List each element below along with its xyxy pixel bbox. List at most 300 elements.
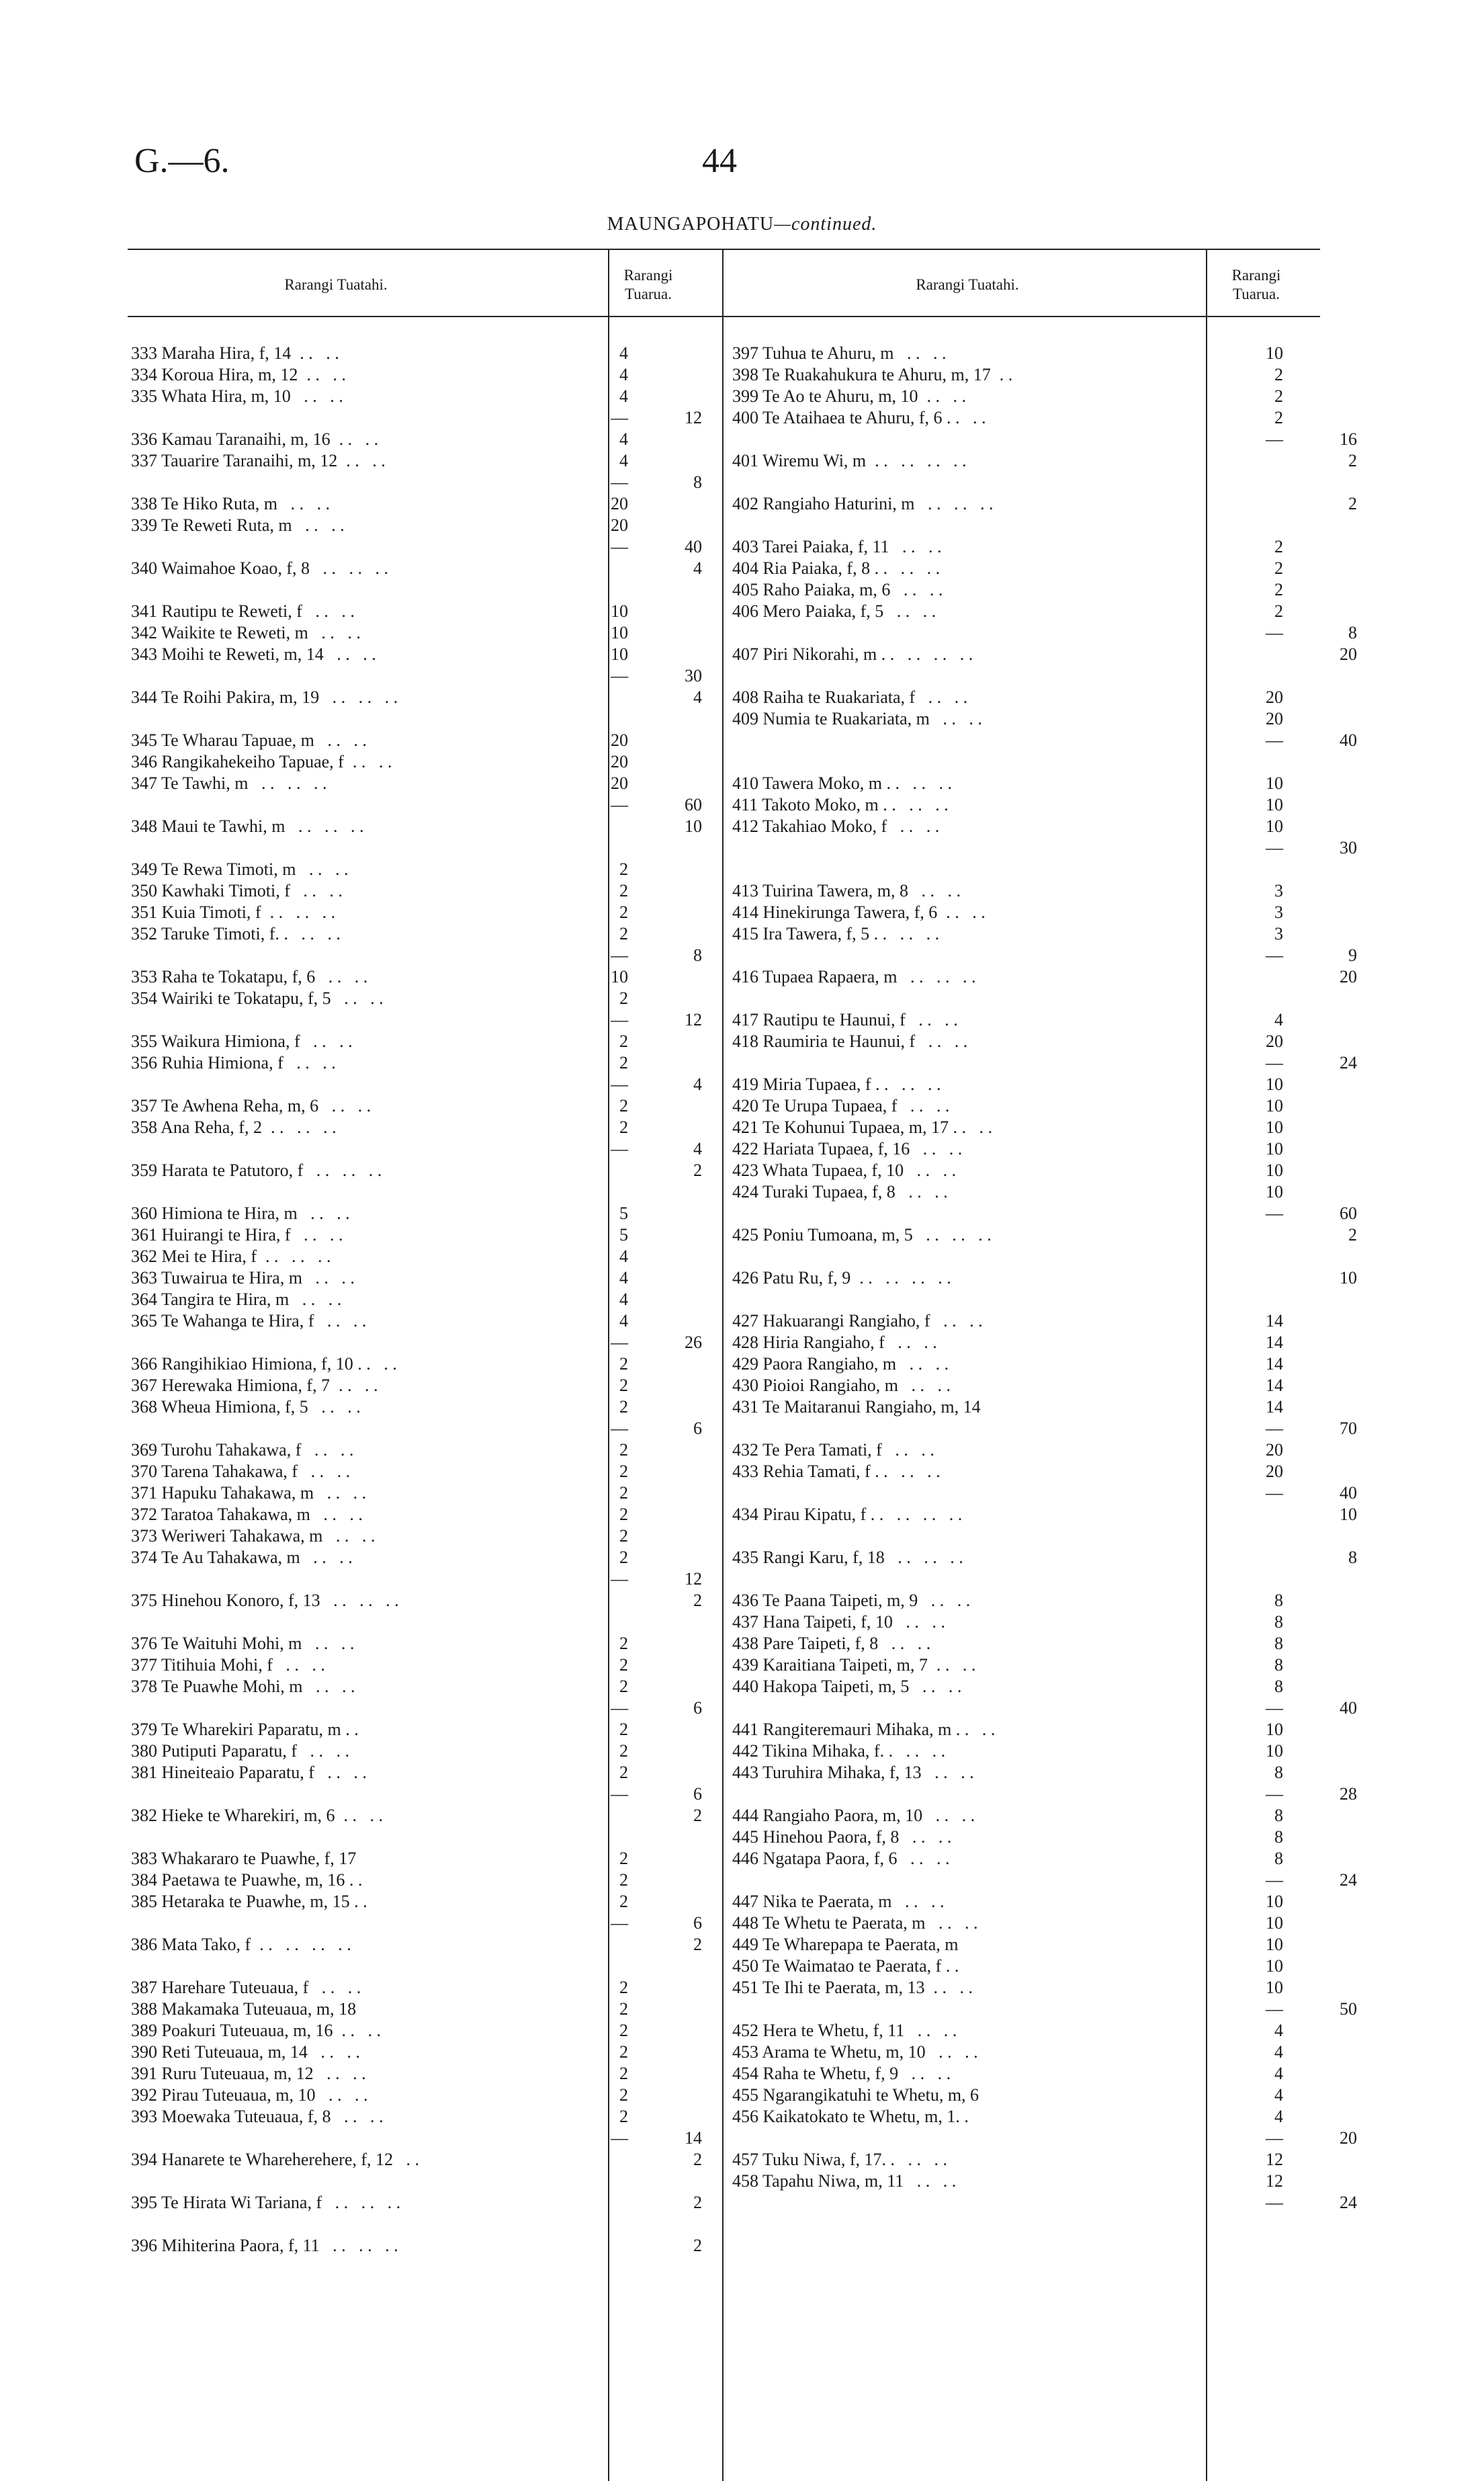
right-entry-name: 399 Te Ao te Ahuru, m, 10 . . . . <box>732 386 966 406</box>
left-entry-subtotal <box>628 1633 702 1654</box>
left-entry-subtotal <box>628 1203 702 1224</box>
left-entry-subtotal: 2 <box>693 2193 702 2212</box>
right-entry-row <box>732 1418 1357 1439</box>
right-entry-subtotal: 40 <box>1340 1698 1357 1718</box>
left-entry-value: — <box>611 1569 628 1589</box>
left-entry-row <box>131 1074 702 1095</box>
left-entry-row <box>131 1117 702 1138</box>
left-entry-subtotal <box>628 622 702 644</box>
right-entry-name <box>732 1697 1243 1719</box>
right-entry-value: 10 <box>1266 1720 1283 1739</box>
right-entry-value: 20 <box>1266 1462 1283 1481</box>
right-entry-row <box>732 2042 1357 2063</box>
left-entry-value: 4 <box>619 1247 628 1266</box>
right-entry-subtotal: 50 <box>1340 1999 1357 2019</box>
left-entry-value <box>588 558 628 579</box>
left-entry-row <box>131 493 702 515</box>
left-entry-row <box>131 1138 702 1160</box>
right-entry-value: — <box>1266 2128 1283 2148</box>
right-entry-name: 421 Te Kohunui Tupaea, m, 17 . . . . <box>732 1118 992 1137</box>
right-entry-name <box>732 945 1243 966</box>
left-entry-value <box>588 687 628 708</box>
left-entry-subtotal: 26 <box>685 1333 702 1352</box>
right-entry-row <box>732 2192 1357 2214</box>
left-entry-value: 2 <box>619 859 628 879</box>
left-entry-name: 371 Hapuku Tahakawa, m . . . . <box>131 1483 367 1503</box>
right-entry-name: 401 Wiremu Wi, m . . . . . . . . <box>732 451 967 470</box>
left-entry-row <box>131 429 702 450</box>
right-entry-row <box>732 1762 1357 1783</box>
left-entry-name: 383 Whakararo te Puawhe, f, 17 <box>131 1849 357 1868</box>
left-entry-row <box>131 1052 702 1074</box>
right-entry-subtotal: 28 <box>1340 1784 1357 1804</box>
right-entry-name: 431 Te Maitaranui Rangiaho, m, 14 <box>732 1397 981 1417</box>
left-entry-value: 4 <box>619 429 628 449</box>
left-entry-name: 353 Raha te Tokatapu, f, 6 . . . . <box>131 967 368 986</box>
right-entry-row <box>732 1848 1357 1869</box>
right-entry-name: 439 Karaitiana Taipeti, m, 7 . . . . <box>732 1655 976 1675</box>
left-entry-subtotal <box>628 1095 702 1117</box>
right-entry-row <box>732 1375 1357 1396</box>
section-title-main: MAUNGAPOHATU <box>607 214 775 235</box>
left-entry-value: 2 <box>619 2107 628 2126</box>
left-entry-name: 382 Hieke te Wharekiri, m, 6 . . . . <box>131 1806 383 1825</box>
left-entry-row <box>131 2020 702 2042</box>
right-entry-value <box>1243 859 1283 880</box>
right-entry-value <box>1243 988 1283 1009</box>
left-entry-row <box>131 665 702 687</box>
right-entry-name <box>732 1482 1243 1504</box>
right-entry-name: 413 Tuirina Tawera, m, 8 . . . . <box>732 881 961 900</box>
left-entry-row <box>131 2214 702 2235</box>
left-entry-subtotal <box>628 364 702 386</box>
left-entry-name: 361 Huirangi te Hira, f . . . . <box>131 1225 343 1245</box>
right-entry-subtotal <box>1283 1461 1357 1482</box>
left-entry-subtotal <box>628 1826 702 1848</box>
left-entry-row <box>131 880 702 902</box>
left-entry-row <box>131 1160 702 1181</box>
left-entry-row <box>131 945 702 966</box>
left-entry-name: 365 Te Wahanga te Hira, f . . . . <box>131 1311 367 1331</box>
left-entry-row <box>131 407 702 429</box>
left-entry-name: 378 Te Puawhe Mohi, m . . . . <box>131 1677 355 1696</box>
left-entry-subtotal: 2 <box>693 1806 702 1825</box>
right-entry-subtotal: 10 <box>1340 1505 1357 1524</box>
right-entry-subtotal <box>1283 1332 1357 1353</box>
right-entry-name: 456 Kaikatokato te Whetu, m, 1. . <box>732 2107 969 2126</box>
left-entry-name: 347 Te Tawhi, m . . . . . . <box>131 773 327 793</box>
right-entry-row <box>732 1203 1357 1224</box>
left-entry-row <box>131 1590 702 1611</box>
left-entry-value: 2 <box>619 1763 628 1782</box>
right-entry-row <box>732 1783 1357 1805</box>
right-entry-value: 12 <box>1266 2171 1283 2191</box>
right-entry-name: 446 Ngatapa Paora, f, 6 . . . . <box>732 1849 950 1868</box>
left-entry-name: 360 Himiona te Hira, m . . . . <box>131 1204 350 1223</box>
left-entry-row <box>131 708 702 730</box>
left-entry-subtotal <box>628 2063 702 2085</box>
right-entry-value <box>1243 1267 1283 1289</box>
right-entry-subtotal: 20 <box>1340 2128 1357 2148</box>
left-entry-subtotal <box>628 601 702 622</box>
left-entry-subtotal <box>628 2020 702 2042</box>
left-entry-subtotal <box>628 708 702 730</box>
right-entry-subtotal <box>1283 923 1357 945</box>
left-entry-name: 391 Ruru Tuteuaua, m, 12 . . . . <box>131 2064 366 2083</box>
right-entry-name: 398 Te Ruakahukura te Ahuru, m, 17 . . <box>732 365 1013 384</box>
left-entry-name: 349 Te Rewa Timoti, m . . . . <box>131 859 349 879</box>
left-entry-value: 2 <box>619 1892 628 1911</box>
right-entry-subtotal <box>1283 515 1357 536</box>
left-entry-name <box>131 1138 588 1160</box>
right-entry-value: 10 <box>1266 1096 1283 1116</box>
right-entry-row <box>732 1160 1357 1181</box>
left-entry-subtotal: 2 <box>693 2236 702 2255</box>
right-entry-value <box>1243 472 1283 493</box>
right-entry-row <box>732 1633 1357 1654</box>
left-entry-row <box>131 902 702 923</box>
left-entry-value <box>588 1826 628 1848</box>
right-entry-value: 10 <box>1266 1956 1283 1976</box>
right-entry-value: 4 <box>1274 2107 1283 2126</box>
left-entry-row <box>131 1912 702 1934</box>
right-entry-name: 414 Hinekirunga Tawera, f, 6 . . . . <box>732 902 986 922</box>
right-entry-row <box>732 1547 1357 1568</box>
right-entry-row <box>732 687 1357 708</box>
right-entry-subtotal <box>1283 751 1357 773</box>
right-entry-subtotal <box>1283 665 1357 687</box>
right-entry-subtotal <box>1283 558 1357 579</box>
right-entry-value: — <box>1266 1698 1283 1718</box>
left-entry-subtotal: 2 <box>693 2150 702 2169</box>
left-entry-subtotal <box>628 1246 702 1267</box>
right-entry-row <box>732 751 1357 773</box>
left-entry-value: — <box>611 1698 628 1718</box>
left-entry-name: 359 Harata te Patutoro, f . . . . . . <box>131 1161 382 1180</box>
left-entry-value: 2 <box>619 1999 628 2019</box>
left-entry-subtotal <box>628 1181 702 1203</box>
left-entry-name: 357 Te Awhena Reha, m, 6 . . . . <box>131 1096 372 1116</box>
left-entry-value: — <box>611 472 628 492</box>
right-entry-subtotal: 20 <box>1340 967 1357 986</box>
left-entry-row <box>131 1289 702 1310</box>
left-entry-value: 5 <box>619 1225 628 1245</box>
left-entry-value <box>588 2214 628 2235</box>
left-entry-subtotal: 6 <box>693 1913 702 1933</box>
left-entry-value <box>588 579 628 601</box>
right-value-header-line1: Rarangi <box>1231 267 1281 284</box>
right-entry-name <box>732 2128 1243 2149</box>
left-entry-subtotal <box>628 2106 702 2128</box>
left-entry-row <box>131 1869 702 1891</box>
left-entry-row <box>131 859 702 880</box>
right-entry-value: 8 <box>1274 1591 1283 1610</box>
left-entry-subtotal <box>628 493 702 515</box>
right-entry-value: 14 <box>1266 1397 1283 1417</box>
right-entry-subtotal <box>1283 1009 1357 1031</box>
left-entry-name <box>131 1181 588 1203</box>
left-entry-name: 366 Rangihikiao Himiona, f, 10 . . . . <box>131 1354 397 1374</box>
left-entry-name <box>131 1332 588 1353</box>
left-entry-subtotal <box>628 1719 702 1740</box>
right-entry-row <box>732 923 1357 945</box>
right-entry-value: — <box>1266 1999 1283 2019</box>
left-entry-value: 20 <box>611 515 628 535</box>
right-entry-row <box>732 579 1357 601</box>
right-entry-value <box>1243 751 1283 773</box>
right-entry-row <box>732 1224 1357 1246</box>
left-entry-row <box>131 2235 702 2257</box>
right-entry-value: 10 <box>1266 1075 1283 1094</box>
right-entry-value: — <box>1266 1053 1283 1073</box>
left-entry-value: 2 <box>619 1354 628 1374</box>
left-entry-row <box>131 1654 702 1676</box>
left-entry-value: 4 <box>619 451 628 470</box>
right-entry-value: 2 <box>1274 408 1283 427</box>
left-entry-row <box>131 1805 702 1826</box>
left-entry-subtotal <box>628 2085 702 2106</box>
right-entry-row <box>732 1009 1357 1031</box>
right-entry-row <box>732 988 1357 1009</box>
right-entry-value: — <box>1266 2193 1283 2212</box>
right-entry-subtotal <box>1283 1719 1357 1740</box>
left-entry-subtotal <box>628 1482 702 1504</box>
left-entry-row <box>131 1848 702 1869</box>
left-entry-value <box>588 1611 628 1633</box>
left-entry-subtotal: 12 <box>685 408 702 427</box>
left-entry-subtotal: 40 <box>685 537 702 556</box>
right-entry-name: 437 Hana Taipeti, f, 10 . . . . <box>732 1612 945 1632</box>
right-entry-value: 2 <box>1274 537 1283 556</box>
right-entry-subtotal: 9 <box>1348 945 1357 965</box>
left-entry-subtotal <box>628 1224 702 1246</box>
right-entry-value <box>1243 1547 1283 1568</box>
left-entry-name: 375 Hinehou Konoro, f, 13 . . . . . . <box>131 1591 399 1610</box>
right-entry-row <box>732 1332 1357 1353</box>
left-entry-row <box>131 1203 702 1224</box>
left-entry-value: 5 <box>619 1204 628 1223</box>
left-entry-row <box>131 1181 702 1203</box>
right-entry-subtotal <box>1283 1676 1357 1697</box>
left-entry-name: 340 Waimahoe Koao, f, 8 . . . . . . <box>131 558 389 578</box>
right-entry-value: 10 <box>1266 1139 1283 1159</box>
left-entry-value: 2 <box>619 1505 628 1524</box>
section-title <box>0 214 1484 235</box>
left-entry-value: 2 <box>619 1462 628 1481</box>
right-entry-name: 449 Te Wharepapa te Paerata, m <box>732 1935 959 1954</box>
right-entry-name: 447 Nika te Paerata, m . . . . <box>732 1892 945 1911</box>
right-entry-name: 403 Tarei Paiaka, f, 11 . . . . <box>732 537 942 556</box>
left-entry-subtotal <box>628 1654 702 1676</box>
left-entry-subtotal: 2 <box>693 1161 702 1180</box>
right-entry-row <box>732 493 1357 515</box>
left-entry-row <box>131 988 702 1009</box>
section-title-suffix: —continued. <box>774 214 877 235</box>
left-entry-name: 351 Kuia Timoti, f . . . . . . <box>131 902 336 922</box>
right-entry-value <box>1243 1525 1283 1547</box>
left-entry-row <box>131 2149 702 2171</box>
right-entry-row <box>732 1117 1357 1138</box>
right-entry-row <box>732 1482 1357 1504</box>
left-entry-name <box>131 1418 588 1439</box>
right-entry-row <box>732 1504 1357 1525</box>
right-entry-value: 4 <box>1274 2085 1283 2105</box>
right-entry-value: 10 <box>1266 816 1283 836</box>
right-entry-row <box>732 1740 1357 1762</box>
left-entry-value: 2 <box>619 1655 628 1675</box>
right-entry-row <box>732 343 1357 364</box>
right-entry-name: 416 Tupaea Rapaera, m . . . . . . <box>732 967 976 986</box>
right-entry-value <box>1243 1224 1283 1246</box>
right-entry-value: 2 <box>1274 558 1283 578</box>
left-entry-name: 341 Rautipu te Reweti, f . . . . <box>131 601 355 621</box>
left-entry-subtotal: 6 <box>693 1419 702 1438</box>
right-entry-value: — <box>1266 945 1283 965</box>
right-entry-row <box>732 1826 1357 1848</box>
left-entry-name: 394 Hanarete te Whareherehere, f, 12 . . <box>131 2150 420 2169</box>
left-entry-row <box>131 1224 702 1246</box>
left-entry-value: 2 <box>619 1483 628 1503</box>
left-entry-name: 390 Reti Tuteuaua, m, 14 . . . . <box>131 2042 360 2062</box>
right-entry-value: 10 <box>1266 1118 1283 1137</box>
left-entry-name: 362 Mei te Hira, f . . . . . . <box>131 1247 331 1266</box>
left-entry-row <box>131 1375 702 1396</box>
right-entry-row <box>732 1289 1357 1310</box>
left-entry-name: 334 Koroua Hira, m, 12 . . . . <box>131 365 346 384</box>
left-entry-subtotal <box>628 902 702 923</box>
left-entry-subtotal <box>628 859 702 880</box>
right-entry-name: 404 Ria Paiaka, f, 8 . . . . . . <box>732 558 941 578</box>
left-entry-row <box>131 1418 702 1439</box>
left-entry-row <box>131 515 702 536</box>
right-entry-name: 410 Tawera Moko, m . . . . . . <box>732 773 952 793</box>
left-entry-row <box>131 450 702 472</box>
right-entry-name: 432 Te Pera Tamati, f . . . . <box>732 1440 934 1460</box>
right-entry-row <box>732 859 1357 880</box>
left-entry-value: 2 <box>619 1978 628 1997</box>
right-entry-row <box>732 601 1357 622</box>
left-entry-name: 348 Maui te Tawhi, m . . . . . . <box>131 816 364 836</box>
left-entry-name: 385 Hetaraka te Puawhe, m, 15 . . <box>131 1892 367 1911</box>
right-entry-subtotal <box>1283 1611 1357 1633</box>
left-entry-name <box>131 1956 588 1977</box>
right-entry-name <box>732 1869 1243 1891</box>
left-entry-subtotal <box>628 1547 702 1568</box>
right-entry-subtotal <box>1283 407 1357 429</box>
right-entry-subtotal: 40 <box>1340 1483 1357 1503</box>
right-entry-name: 419 Miria Tupaea, f . . . . . . <box>732 1075 941 1094</box>
right-entry-name: 418 Raumiria te Haunui, f . . . . <box>732 1032 968 1051</box>
right-entry-value: 14 <box>1266 1311 1283 1331</box>
left-entry-name <box>131 1912 588 1934</box>
right-entry-subtotal <box>1283 2063 1357 2085</box>
left-entry-name <box>131 2128 588 2149</box>
left-entry-subtotal <box>628 386 702 407</box>
right-entry-name: 424 Turaki Tupaea, f, 8 . . . . <box>732 1182 948 1202</box>
right-entry-value: 10 <box>1266 1161 1283 1180</box>
right-entry-row <box>732 1956 1357 1977</box>
left-entry-value: — <box>611 2128 628 2148</box>
right-entry-subtotal <box>1283 1181 1357 1203</box>
left-entry-value <box>588 2235 628 2257</box>
right-entry-name: 411 Takoto Moko, m . . . . . . <box>732 795 949 814</box>
right-entry-name: 453 Arama te Whetu, m, 10 . . . . <box>732 2042 978 2062</box>
left-entry-row <box>131 1977 702 1999</box>
right-entry-row <box>732 902 1357 923</box>
right-entry-name: 405 Raho Paiaka, m, 6 . . . . <box>732 580 943 599</box>
left-entry-row <box>131 1934 702 1956</box>
right-entry-subtotal <box>1283 1934 1357 1956</box>
left-entry-subtotal <box>628 837 702 859</box>
right-entry-name: 433 Rehia Tamati, f . . . . . . <box>732 1462 941 1481</box>
right-entry-value <box>1243 665 1283 687</box>
left-entry-name: 352 Taruke Timoti, f. . . . . . <box>131 924 341 943</box>
right-entry-value: 2 <box>1274 601 1283 621</box>
right-entry-name: 408 Raiha te Ruakariata, f . . . . <box>732 687 968 707</box>
right-entry-row <box>732 1181 1357 1203</box>
right-entry-row <box>732 1977 1357 1999</box>
left-entry-value: — <box>611 537 628 556</box>
right-entry-subtotal <box>1283 687 1357 708</box>
left-entry-subtotal <box>628 988 702 1009</box>
left-entry-row <box>131 364 702 386</box>
left-entry-subtotal: 8 <box>693 945 702 965</box>
left-entry-subtotal <box>628 1848 702 1869</box>
left-entry-value: 20 <box>611 773 628 793</box>
right-entry-name: 454 Raha te Whetu, f, 9 . . . . <box>732 2064 951 2083</box>
right-entry-value <box>1243 1289 1283 1310</box>
left-entry-row <box>131 1740 702 1762</box>
right-entry-row <box>732 1912 1357 1934</box>
left-entry-value: 10 <box>611 601 628 621</box>
left-entry-value: — <box>611 1784 628 1804</box>
left-entry-row <box>131 837 702 859</box>
left-entry-name <box>131 407 588 429</box>
right-entry-subtotal: 8 <box>1348 1548 1357 1567</box>
right-entry-name <box>732 1525 1243 1547</box>
right-entry-name <box>732 622 1243 644</box>
right-entry-subtotal <box>1283 1375 1357 1396</box>
right-entry-name: 430 Pioioi Rangiaho, m . . . . <box>732 1376 951 1395</box>
right-entry-subtotal: 40 <box>1340 730 1357 750</box>
right-entry-row <box>732 1805 1357 1826</box>
right-entry-name <box>732 429 1243 450</box>
left-entry-name: 369 Turohu Tahakawa, f . . . . <box>131 1440 354 1460</box>
right-entry-row <box>732 1654 1357 1676</box>
right-entry-subtotal <box>1283 880 1357 902</box>
left-entry-row <box>131 1461 702 1482</box>
right-entry-name: 436 Te Paana Taipeti, m, 9 . . . . <box>732 1591 971 1610</box>
left-entry-name <box>131 708 588 730</box>
right-entry-row <box>732 364 1357 386</box>
right-entry-value <box>1243 1504 1283 1525</box>
right-entry-value: 8 <box>1274 1677 1283 1696</box>
left-entry-subtotal <box>628 1353 702 1375</box>
left-entry-name <box>131 2171 588 2192</box>
left-entry-name: 376 Te Waituhi Mohi, m . . . . <box>131 1634 355 1653</box>
left-entry-value: — <box>611 408 628 427</box>
right-entry-row <box>732 794 1357 816</box>
left-entry-row <box>131 1956 702 1977</box>
left-entry-name <box>131 1568 588 1590</box>
left-entry-row <box>131 1633 702 1654</box>
right-entry-value: 8 <box>1274 1849 1283 1868</box>
right-entry-row <box>732 880 1357 902</box>
right-entry-row <box>732 2020 1357 2042</box>
right-entry-subtotal <box>1283 2149 1357 2171</box>
right-entry-name: 452 Hera te Whetu, f, 11 . . . . <box>732 2021 957 2040</box>
left-entry-subtotal <box>628 343 702 364</box>
